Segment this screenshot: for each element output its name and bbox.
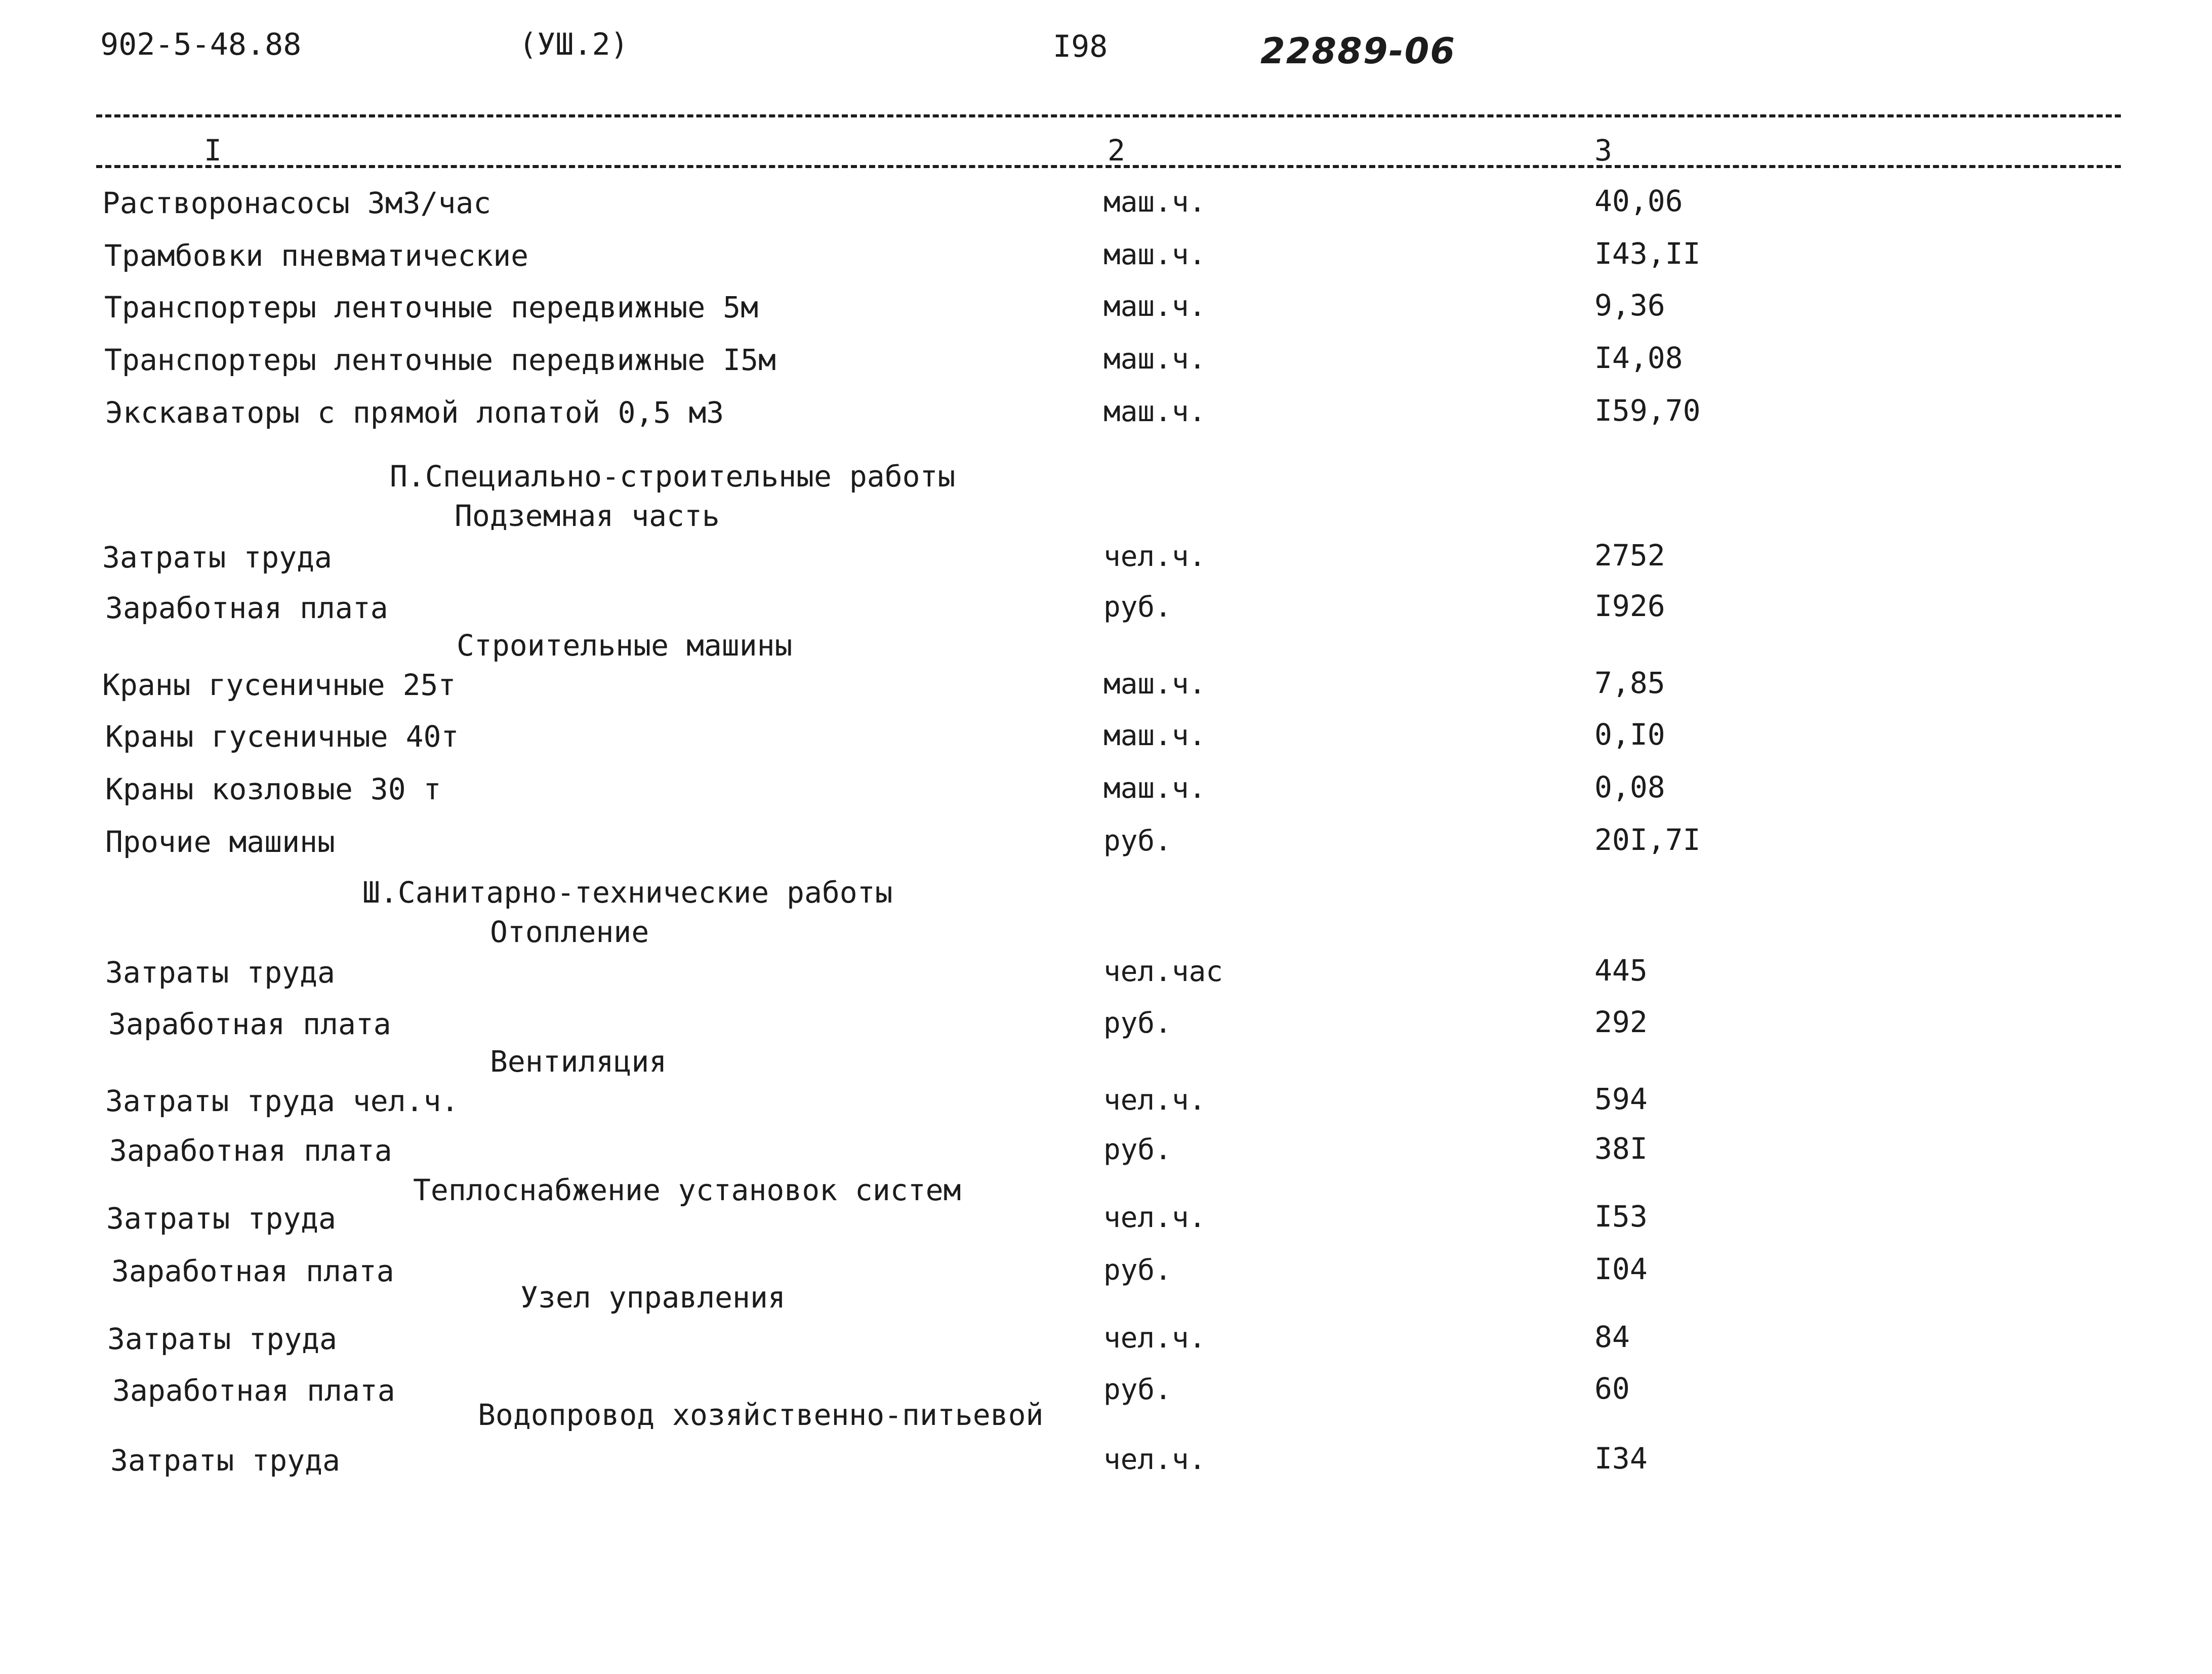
row-name: Заработная плата <box>111 1254 394 1288</box>
table-row <box>0 1082 2212 1127</box>
row-value: 60 <box>1594 1371 1630 1406</box>
row-unit: руб. <box>1103 591 1172 624</box>
section-heading: П.Специально-строительные работы <box>390 459 956 494</box>
row-unit: чел.ч. <box>1103 1201 1206 1234</box>
subsection-heading: Отопление <box>490 915 649 949</box>
table-row <box>0 1441 2212 1486</box>
row-name: Растворонасосы 3м3/час <box>102 186 491 220</box>
row-value: 20I,7I <box>1594 823 1701 857</box>
table-row <box>0 288 2212 333</box>
table-row <box>0 823 2212 868</box>
row-value: 40,06 <box>1594 184 1683 218</box>
row-unit: маш.ч. <box>1103 343 1206 376</box>
row-value: 9,36 <box>1594 288 1665 322</box>
row-value: I53 <box>1594 1199 1648 1234</box>
row-name: Транспортеры ленточные передвижные I5м <box>104 343 776 377</box>
table-row <box>0 184 2212 229</box>
row-name: Затраты труда <box>105 955 335 990</box>
row-name: Заработная плата <box>108 1007 391 1041</box>
row-value: 7,85 <box>1594 666 1665 700</box>
row-name: Затраты труда <box>110 1443 340 1478</box>
row-value: I926 <box>1594 589 1665 623</box>
column-header-2: 2 <box>1103 136 1129 165</box>
row-name: Заработная плата <box>112 1373 395 1408</box>
subsection-heading: Водопровод хозяйственно-питьевой <box>478 1398 1044 1432</box>
row-unit: маш.ч. <box>1103 772 1206 805</box>
row-name: Затраты труда <box>102 540 332 575</box>
row-name: Трамбовки пневматические <box>104 238 529 273</box>
album-number: (УШ.2) <box>519 27 629 62</box>
subsection-heading: Вентиляция <box>490 1044 667 1079</box>
row-value: I34 <box>1594 1441 1648 1476</box>
subsection-heading: Строительные машины <box>457 628 793 663</box>
row-value: 292 <box>1594 1005 1648 1039</box>
header-top-rule <box>96 114 2121 117</box>
table-row <box>0 770 2212 815</box>
row-unit: маш.ч. <box>1103 719 1206 752</box>
row-unit: руб. <box>1103 1373 1172 1406</box>
row-value: 0,08 <box>1594 770 1665 804</box>
table-row <box>0 589 2212 634</box>
row-name: Затраты труда чел.ч. <box>105 1084 459 1118</box>
table-row <box>0 341 2212 386</box>
row-name: Краны гусеничные 40т <box>105 719 459 754</box>
table-row <box>0 1005 2212 1050</box>
column-header-1: I <box>200 136 226 165</box>
table-row <box>0 666 2212 711</box>
row-name: Краны гусеничные 25т <box>102 668 456 702</box>
row-name: Затраты труда <box>107 1322 337 1356</box>
row-unit: чел.ч. <box>1103 1322 1206 1355</box>
row-unit: маш.ч. <box>1103 395 1206 428</box>
table-row <box>0 538 2212 583</box>
table-row <box>0 236 2212 281</box>
row-name: Затраты труда <box>106 1201 336 1236</box>
section-heading: Ш.Санитарно-технические работы <box>362 875 893 910</box>
row-name: Транспортеры ленточные передвижные 5м <box>104 290 759 324</box>
row-unit: маш.ч. <box>1103 290 1206 323</box>
subsection-heading: Теплоснабжение установок систем <box>413 1173 961 1207</box>
table-row <box>0 1199 2212 1244</box>
row-value: I04 <box>1594 1252 1648 1286</box>
row-name: Экскаваторы с прямой лопатой 0,5 м3 <box>105 395 724 430</box>
page-number: I98 <box>1053 29 1108 64</box>
row-name: Прочие машины <box>105 825 335 859</box>
row-unit: чел.ч. <box>1103 540 1206 573</box>
row-value: 2752 <box>1594 538 1665 573</box>
row-unit: чел.ч. <box>1103 1084 1206 1117</box>
row-unit: чел.час <box>1103 955 1223 988</box>
row-unit: чел.ч. <box>1103 1443 1206 1476</box>
table-row <box>0 953 2212 998</box>
row-name: Заработная плата <box>105 591 388 625</box>
table-row <box>0 1371 2212 1416</box>
row-unit: руб. <box>1103 1007 1172 1040</box>
row-name: Заработная плата <box>109 1133 392 1168</box>
row-value: 594 <box>1594 1082 1648 1116</box>
row-unit: маш.ч. <box>1103 186 1206 219</box>
row-unit: руб. <box>1103 825 1172 858</box>
table-row <box>0 717 2212 762</box>
row-name: Краны козловые 30 т <box>105 772 441 806</box>
subsection-heading: Подземная часть <box>455 499 720 533</box>
row-value: 84 <box>1594 1320 1630 1354</box>
row-value: I4,08 <box>1594 341 1683 375</box>
subsection-heading: Узел управления <box>520 1280 786 1315</box>
table-row <box>0 1252 2212 1297</box>
table-row <box>0 1131 2212 1176</box>
inventory-number: 22889-06 <box>1260 30 1456 72</box>
table-row <box>0 1320 2212 1365</box>
document-code: 902-5-48.88 <box>100 27 302 62</box>
table-row <box>0 393 2212 438</box>
row-unit: маш.ч. <box>1103 238 1206 271</box>
row-value: I59,70 <box>1594 393 1701 428</box>
column-header-3: 3 <box>1590 136 1616 165</box>
row-unit: маш.ч. <box>1103 668 1206 701</box>
row-unit: руб. <box>1103 1133 1172 1166</box>
row-value: I43,II <box>1594 236 1701 271</box>
row-value: 0,I0 <box>1594 717 1665 752</box>
row-value: 445 <box>1594 953 1648 988</box>
row-unit: руб. <box>1103 1254 1172 1287</box>
row-value: 38I <box>1594 1131 1648 1166</box>
